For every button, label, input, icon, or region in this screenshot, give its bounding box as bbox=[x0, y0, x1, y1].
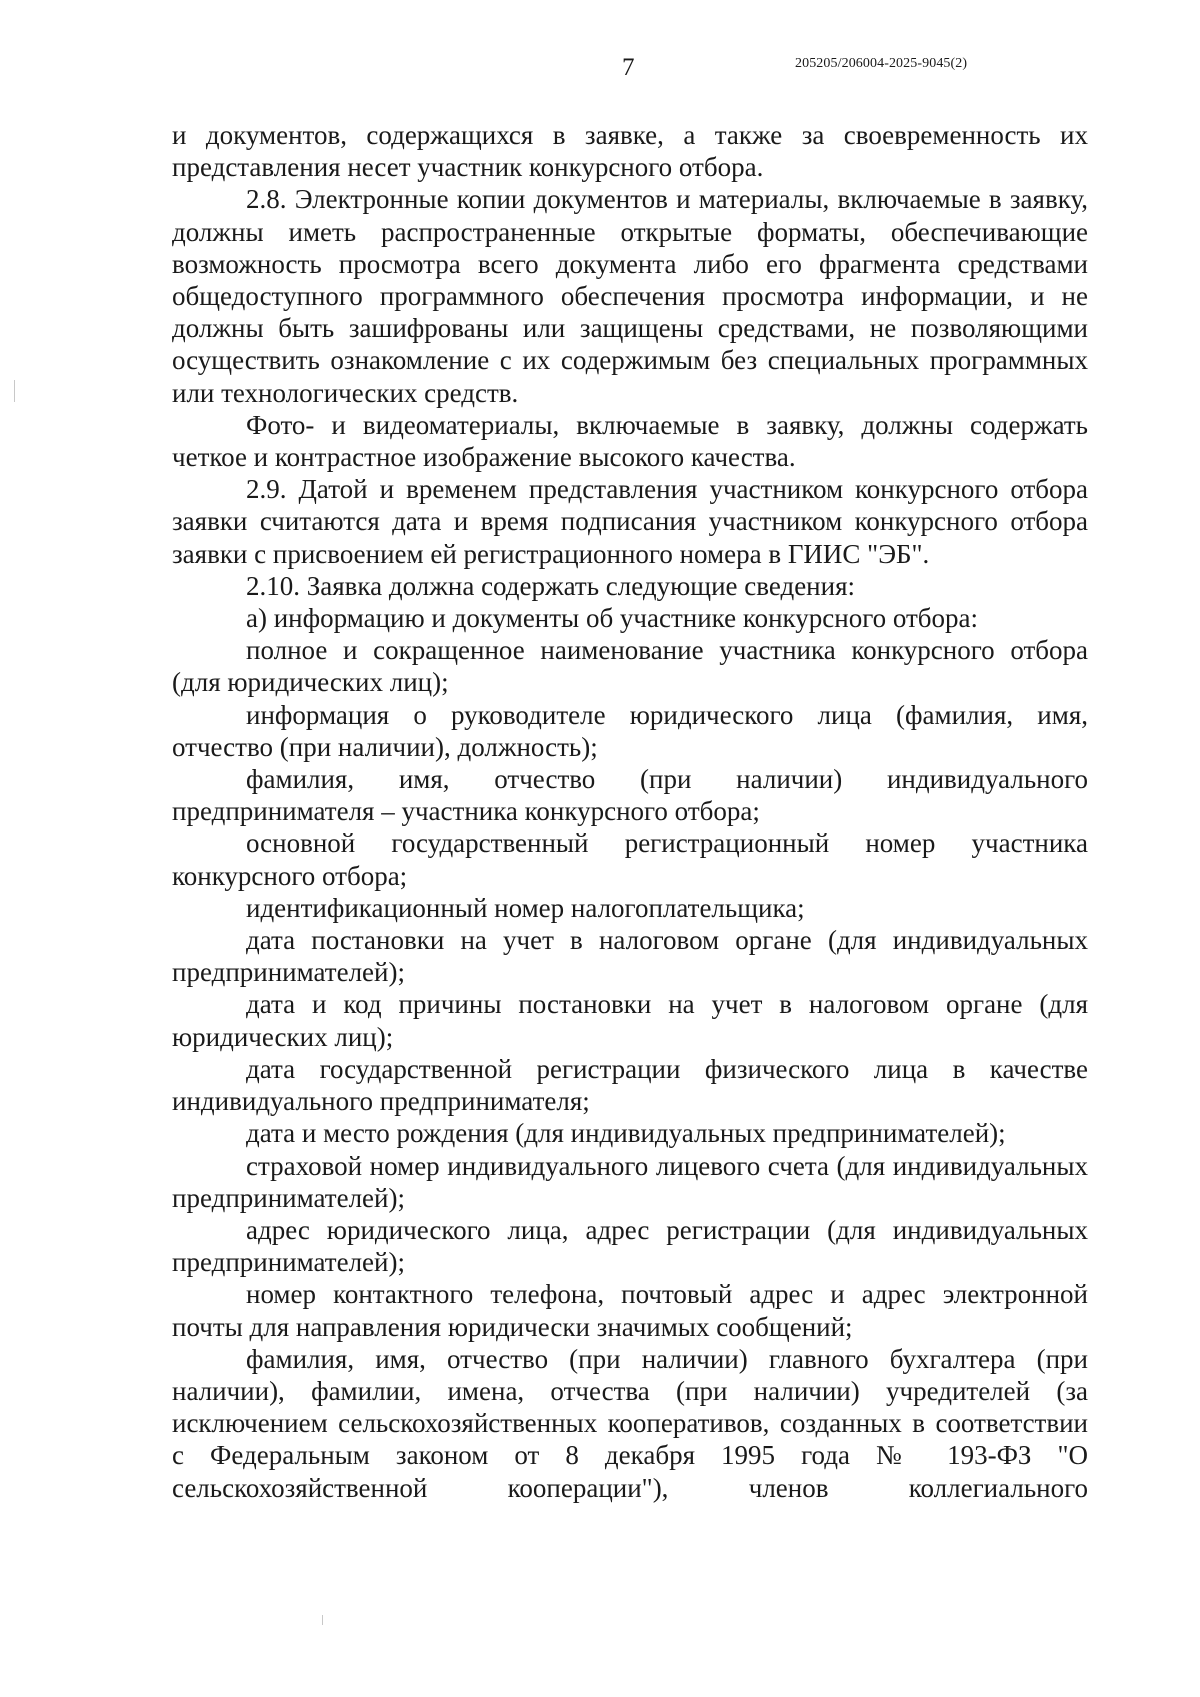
paragraph: Фото- и видеоматериалы, включаемые в заявку, должны содержать четкое и контрастное изображение высокого качества. bbox=[172, 409, 1088, 473]
scan-artifact-left bbox=[14, 380, 15, 402]
document-body bbox=[172, 119, 1088, 1504]
paragraph: номер контактного телефона, почтовый адрес и адрес электронной почты для направления юридически значимых сообщений; bbox=[172, 1279, 1088, 1342]
paragraph: а) информацию и документы об участнике конкурсного отбора: bbox=[246, 603, 979, 634]
paragraph: 2.8. Электронные копии документов и материалы, включаемые в заявку, должны иметь распространенные открытые форматы, обеспечивающие возможность просмотра всего документа либо его фрагмента средствами общедоступного программного обеспечения просмотра информации, и не должны быть зашифрованы или защищены средствами, не позволяющими осуществить ознакомление с их содержимым без специальных программных или технологических средств. bbox=[172, 184, 1088, 408]
page-number: 7 bbox=[622, 54, 635, 81]
paragraph: фамилия, имя, отчество (при наличии) главного бухгалтера (при наличии), фамилии, имена, отчества (при наличии) учредителей (за исключением сельскохозяйственных кооперативов, созданных в соответствии с Федеральным законом от 8 декабря 1995 года № 193-ФЗ "О сельскохозяйственной кооперации"), членов коллегиального bbox=[172, 1343, 1088, 1503]
paragraph: и документов, содержащихся в заявке, а также за своевременность их представления несет участник конкурсного отбора. bbox=[172, 120, 1088, 183]
paragraph: 2.9. Датой и временем представления участником конкурсного отбора заявки считаются дата и время подписания участником конкурсного отбора заявки с присвоением ей регистрационного номера в ГИИС "ЭБ". bbox=[172, 474, 1088, 569]
paragraph: дата государственной регистрации физического лица в качестве индивидуального предпринимателя; bbox=[172, 1053, 1088, 1117]
paragraph: информация о руководителе юридического лица (фамилия, имя, отчество (при наличии), должность); bbox=[172, 699, 1088, 762]
paragraph: идентификационный номер налогоплательщика; bbox=[246, 892, 805, 923]
scan-artifact-bottom bbox=[322, 1615, 323, 1625]
paragraph: страховой номер индивидуального лицевого счета (для индивидуальных предпринимателей); bbox=[172, 1150, 1088, 1213]
paragraph: 2.10. Заявка должна содержать следующие сведения: bbox=[246, 570, 856, 601]
paragraph: дата и место рождения (для индивидуальных предпринимателей); bbox=[246, 1118, 1006, 1149]
document-id: 205205/206004-2025-9045(2) bbox=[795, 56, 968, 71]
paragraph: дата и код причины постановки на учет в налоговом органе (для юридических лиц); bbox=[172, 989, 1088, 1052]
paragraph: полное и сокращенное наименование участника конкурсного отбора (для юридических лиц); bbox=[172, 635, 1088, 698]
paragraph: адрес юридического лица, адрес регистрации (для индивидуальных предпринимателей); bbox=[172, 1214, 1088, 1278]
paragraph: дата постановки на учет в налоговом органе (для индивидуальных предпринимателей); bbox=[172, 925, 1088, 988]
paragraph: основной государственный регистрационный номер участника конкурсного отбора; bbox=[172, 828, 1088, 891]
paragraph: фамилия, имя, отчество (при наличии) индивидуального предпринимателя – участника конкурсного отбора; bbox=[172, 764, 1088, 827]
